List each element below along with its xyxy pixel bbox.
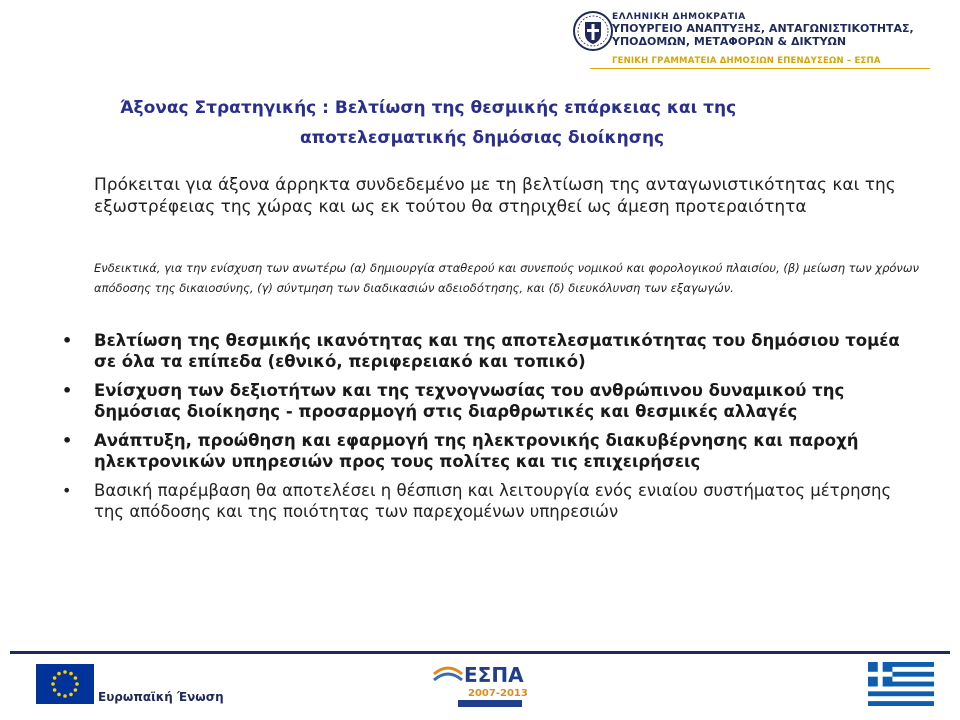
espa-logo-icon — [428, 660, 528, 712]
list-item-text: Βελτίωση της θεσμικής ικανότητας και της αποτελεσματικότητας του δημόσιου τομέα σε όλα τα επίπεδα (εθνικό, περιφερειακό και τοπικό) — [94, 331, 900, 371]
ministry-line-3: ΥΠΟΔΟΜΩΝ, ΜΕΤΑΦΟΡΩΝ & ΔΙΚΤΥΩΝ — [612, 35, 847, 48]
bullet-list — [60, 330, 910, 530]
secretariat-label: ΓΕΝΙΚΗ ΓΡΑΜΜΑΤΕΙΑ ΔΗΜΟΣΙΩΝ ΕΠΕΝΔΥΣΕΩΝ – ΕΣΠΑ — [612, 56, 881, 66]
espa-label: ΕΣΠΑ — [464, 663, 524, 687]
bullet-icon: • — [62, 481, 72, 500]
page-title-line-2: αποτελεσματικής δημόσιας διοίκησης — [300, 128, 665, 148]
list-item-text: Ανάπτυξη, προώθηση και εφαρμογή της ηλεκτρονικής διακυβέρνησης και παροχή ηλεκτρονικών υπηρεσιών προς τους πολίτες και τις επιχειρήσεις — [94, 431, 859, 471]
intro-paragraph: Πρόκειται για άξονα άρρηκτα συνδεδεμένο με τη βελτίωση της ανταγωνιστικότητας και της εξωστρέφειας της χώρας και ως εκ τούτου θα στηριχθεί ως άμεση προτεραιότητα — [94, 175, 896, 217]
list-item-text: Ενίσχυση των δεξιοτήτων και της τεχνογνωσίας του ανθρώπινου δυναμικού της δημόσιας διοίκησης - προσαρμογή στις διαρθρωτικές και θεσμικές αλλαγές — [94, 381, 845, 421]
list-item-text: Βασική παρέμβαση θα αποτελέσει η θέσπιση και λειτουργία ενός ενιαίου συστήματος μέτρησης της απόδοσης και της ποιότητας των παρεχομένων υπηρεσιών — [94, 481, 892, 521]
bullet-icon: • — [62, 381, 73, 400]
bullet-icon: • — [62, 331, 73, 350]
list-item — [60, 480, 910, 522]
page-title-line-1: Άξονας Στρατηγικής : Βελτίωση της θεσμικής επάρκειας και της — [120, 98, 737, 118]
list-item — [60, 380, 910, 422]
header-divider — [590, 68, 930, 69]
list-item — [60, 430, 910, 472]
espa-years: 2007-2013 — [468, 688, 528, 699]
eu-flag-icon — [36, 664, 94, 704]
ministry-line-2: ΥΠΟΥΡΓΕΙΟ ΑΝΑΠΤΥΞΗΣ, ΑΝΤΑΓΩΝΙΣΤΙΚΟΤΗΤΑΣ, — [612, 22, 914, 35]
list-item — [60, 330, 910, 372]
italic-note: Ενδεικτικά, για την ενίσχυση των ανωτέρω (α) δημιουργία σταθερού και συνεπούς νομικού και φορολογικού πλαισίου, (β) μείωση των χρόνων απόδοσης της δικαιοσύνης, (γ) σύντμηση των διαδικασιών αδειοδότησης, και (δ) διευκόλυνση των εξαγωγών. — [94, 261, 919, 295]
header — [0, 0, 960, 80]
greek-flag-icon — [868, 662, 934, 706]
eu-label: Ευρωπαϊκή Ένωση — [98, 690, 224, 704]
greek-coat-of-arms-icon — [572, 10, 614, 52]
footer-divider — [10, 651, 950, 654]
ministry-line-1: ΕΛΛΗΝΙΚΗ ΔΗΜΟΚΡΑΤΙΑ — [612, 12, 746, 22]
bullet-icon: • — [62, 431, 73, 450]
